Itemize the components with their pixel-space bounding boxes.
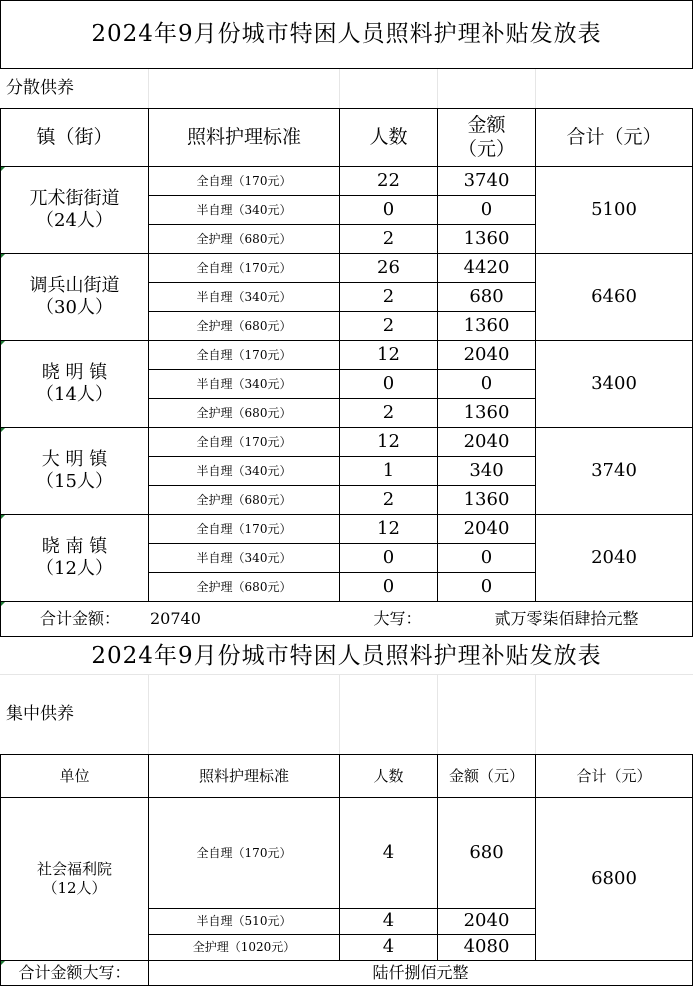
header-standard: 照料护理标准	[148, 108, 340, 167]
header-amount: 金额 （元）	[437, 108, 536, 167]
standard-cell: 全自理（170元）	[148, 253, 340, 283]
count-cell: 0	[339, 369, 438, 399]
standard-cell: 半自理（510元）	[148, 908, 340, 935]
standard-cell: 全护理（680元）	[148, 398, 340, 428]
count-cell: 2	[339, 311, 438, 341]
amount-cell: 1360	[437, 398, 536, 428]
header-unit: 单位	[0, 754, 149, 798]
group-total: 3740	[535, 427, 693, 515]
group-total: 5100	[535, 166, 693, 254]
standard-cell: 全自理（170元）	[148, 427, 340, 457]
header-total: 合计（元）	[535, 108, 693, 167]
amount-cell: 0	[437, 543, 536, 573]
group-total: 3400	[535, 340, 693, 428]
footer-upper-label: 大写：	[373, 609, 422, 628]
count-cell: 1	[339, 456, 438, 486]
count-cell: 22	[339, 166, 438, 196]
footer-total-label: 合计金额：	[40, 609, 121, 628]
unit-name: 社会福利院 （12人）	[0, 797, 149, 961]
standard-cell: 全自理（170元）	[148, 166, 340, 196]
standard-cell: 全护理（680元）	[148, 224, 340, 254]
amount-cell: 2040	[437, 340, 536, 370]
standard-cell: 半自理（340元）	[148, 282, 340, 312]
standard-cell: 全自理（170元）	[148, 514, 340, 544]
group-total: 2040	[535, 514, 693, 602]
standard-cell: 半自理（340元）	[148, 195, 340, 225]
standard-cell: 全护理（680元）	[148, 572, 340, 602]
count-cell: 2	[339, 398, 438, 428]
amount-cell: 2040	[437, 427, 536, 457]
amount-cell: 1360	[437, 311, 536, 341]
town-name: 大 明 镇 （15人）	[0, 427, 149, 515]
footer-upper-value: 贰万零柒佰肆拾元整	[494, 609, 639, 628]
table1-title: 2024年9月份城市特困人员照料护理补贴发放表	[0, 0, 693, 69]
standard-cell: 全自理（170元）	[148, 340, 340, 370]
standard-cell: 半自理（340元）	[148, 456, 340, 486]
town-name: 调兵山街道 （30人）	[0, 253, 149, 341]
standard-cell: 半自理（340元）	[148, 369, 340, 399]
header-standard: 照料护理标准	[148, 754, 340, 798]
count-cell: 2	[339, 224, 438, 254]
amount-cell: 2040	[437, 908, 536, 935]
table2-section-label: 集中供养	[6, 704, 74, 725]
header-total: 合计（元）	[535, 754, 693, 798]
amount-cell: 0	[437, 369, 536, 399]
amount-cell: 0	[437, 572, 536, 602]
amount-cell: 4420	[437, 253, 536, 283]
count-cell: 2	[339, 282, 438, 312]
amount-cell: 1360	[437, 224, 536, 254]
table2-footer-value: 陆仟捌佰元整	[148, 960, 693, 986]
amount-cell: 3740	[437, 166, 536, 196]
standard-cell: 半自理（340元）	[148, 543, 340, 573]
count-cell: 0	[339, 195, 438, 225]
standard-cell: 全自理（170元）	[148, 797, 340, 909]
table2-footer-label: 合计金额大写：	[0, 960, 149, 986]
header-amount: 金额（元）	[437, 754, 536, 798]
count-cell: 0	[339, 543, 438, 573]
table2-title: 2024年9月份城市特困人员照料护理补贴发放表	[91, 642, 602, 669]
amount-cell: 340	[437, 456, 536, 486]
header-count: 人数	[339, 108, 438, 167]
count-cell: 2	[339, 485, 438, 515]
standard-cell: 全护理（680元）	[148, 311, 340, 341]
town-name: 晓 南 镇 （12人）	[0, 514, 149, 602]
amount-cell: 4080	[437, 934, 536, 961]
count-cell: 12	[339, 427, 438, 457]
count-cell: 4	[339, 797, 438, 909]
count-cell: 0	[339, 572, 438, 602]
standard-cell: 全护理（680元）	[148, 485, 340, 515]
amount-cell: 1360	[437, 485, 536, 515]
standard-cell: 全护理（1020元）	[148, 934, 340, 961]
town-name: 晓 明 镇 （14人）	[0, 340, 149, 428]
count-cell: 4	[339, 908, 438, 935]
group-total: 6460	[535, 253, 693, 341]
amount-cell: 680	[437, 282, 536, 312]
count-cell: 12	[339, 340, 438, 370]
town-name: 兀术街街道 （24人）	[0, 166, 149, 254]
count-cell: 26	[339, 253, 438, 283]
header-town: 镇（街）	[0, 108, 149, 167]
footer-total-value: 20740	[150, 609, 201, 628]
header-count: 人数	[339, 754, 438, 798]
count-cell: 4	[339, 934, 438, 961]
table1-section-label: 分散供养	[6, 77, 74, 98]
amount-cell: 0	[437, 195, 536, 225]
amount-cell: 680	[437, 797, 536, 909]
amount-cell: 2040	[437, 514, 536, 544]
count-cell: 12	[339, 514, 438, 544]
unit-total: 6800	[535, 797, 693, 961]
